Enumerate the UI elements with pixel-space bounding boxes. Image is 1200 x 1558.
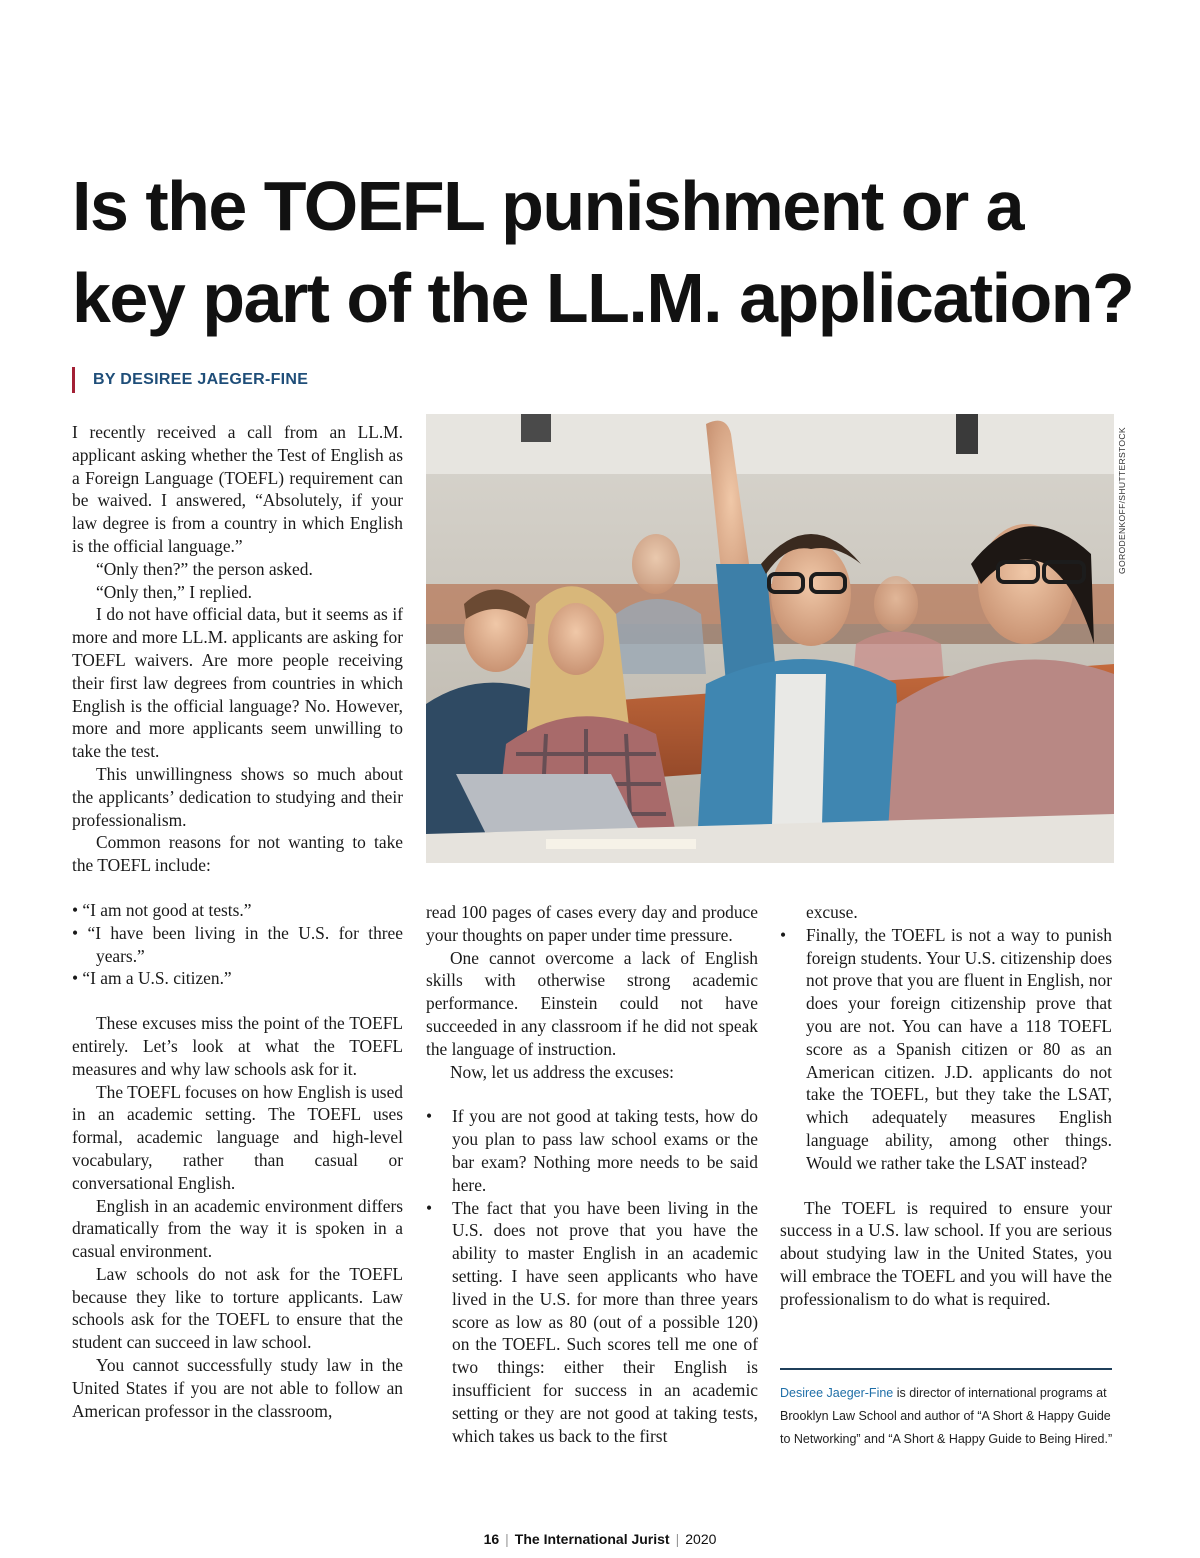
paragraph: Now, let us address the excuses: [450,1061,674,1082]
paragraph: The TOEFL focuses on how English is used in an academic setting. The TOEFL uses formal, academic language and high-level vocabulary, rather than casual or conversational English. [72,1081,403,1193]
article-column-2 [426,901,758,1447]
bullet-icon: • [780,924,787,945]
article-column-1 [72,421,403,1422]
bullet-icon: • [426,1106,433,1127]
article-headline: Is the TOEFL punishment or a key part of the LL.M. application? [72,167,1134,337]
paragraph: Common reasons for not wanting to take the TOEFL include: [72,832,403,876]
list-item-continuation: excuse. [806,902,858,922]
paragraph: Law schools do not ask for the TOEFL because they like to torture applicants. Law schools ask for the TOEFL to ensure that the student can succeed in law school. [72,1263,403,1353]
paragraph: “Only then,” I replied. [96,581,252,602]
author-bio [780,1382,1115,1451]
page-footer [0,1531,1200,1547]
publication-name: The International Jurist [514,1531,670,1547]
paragraph: These excuses miss the point of the TOEFL entirely. Let’s look at what the TOEFL measures and why law schools ask for it. [72,1013,403,1079]
list-item: • “I am not good at tests.” [72,899,252,920]
bio-divider [780,1368,1112,1370]
author-byline: BY DESIREE JAEGER-FINE [72,367,308,393]
paragraph: read 100 pages of cases every day and produce your thoughts on paper under time pressure. [426,902,758,945]
excuse-responses-list [426,1105,758,1447]
article-column-3 [780,901,1112,1311]
paragraph: You cannot successfully study law in the United States if you are not able to follow an American professor in the classroom, [72,1355,403,1421]
divider: | [505,1531,509,1547]
issue-year: 2020 [685,1531,717,1547]
excuses-list [72,899,403,990]
paragraph: “Only then?” the person asked. [96,558,313,579]
author-name: Desiree Jaeger-Fine [780,1386,894,1400]
photo-credit: GORODENKOFF/SHUTTERSTOCK [1117,427,1127,574]
list-item: • “I am a U.S. citizen.” [72,968,232,989]
page-number: 16 [483,1531,500,1547]
lecture-hall-photo [426,414,1114,863]
list-item: • The fact that you have been living in the U.S. does not prove that you have the ability to master English in an academic setting. I have seen applicants who have lived in the U.S. for more than three years score as low as 80 (out of a possible 120) on the TOEFL. Such scores tell me one of two things: either their English is insufficient for success in an academic setting or they are not good at taking tests, which takes us back to the first [426,1197,758,1446]
paragraph: The TOEFL is required to ensure your success in a U.S. law school. If you are serious about studying law in the United States, you will embrace the TOEFL and you will have the professionalism to do what is required. [780,1197,1112,1309]
paragraph: I recently received a call from an LL.M. applicant asking whether the Test of English as a Foreign Language (TOEFL) requirement can be waived. I answered, “Absolutely, if your law degree is from a country in which English is the official language.” [72,422,403,556]
paragraph: English in an academic environment differs dramatically from the way it is spoken in a casual environment. [72,1195,403,1262]
list-item: • If you are not good at taking tests, how do you plan to pass law school exams or the bar exam? Nothing more needs to be said here. [426,1106,758,1195]
bullet-icon: • [426,1197,433,1218]
list-item: • Finally, the TOEFL is not a way to punish foreign students. Your U.S. citizenship does not prove that you are fluent in English, nor does your foreign citizenship prove that you are not. You can have a 118 TOEFL score as a Spanish citizen or 80 as an American citizen. J.D. applicants do not take the TOEFL, but they take the LSAT, which adequately measures English language ability, among other things. Would we rather take the LSAT instead? [780,924,1112,1173]
paragraph: This unwillingness shows so much about the applicants’ dedication to studying and their professionalism. [72,763,403,830]
excuse-responses-list-cont [780,901,1112,1175]
author-bio-text: is director of international programs at Brooklyn Law School and author of “A Short & Happy Guide to Networking” and “A Short & Happy Guide to Being Hired.” [780,1386,1113,1446]
list-item: • “I have been living in the U.S. for three years.” [72,922,403,966]
divider: | [675,1531,680,1547]
paragraph: I do not have official data, but it seems as if more and more LL.M. applicants are asking for TOEFL waivers. Are more people receiving their first law degrees from countries in which English is the official language? No. However, more and more applicants seem unwilling to take the test. [72,604,403,762]
paragraph: One cannot overcome a lack of English skills with otherwise strong academic performance. Einstein could not have succeeded in any classroom if he did not speak the language of instruction. [426,947,758,1059]
